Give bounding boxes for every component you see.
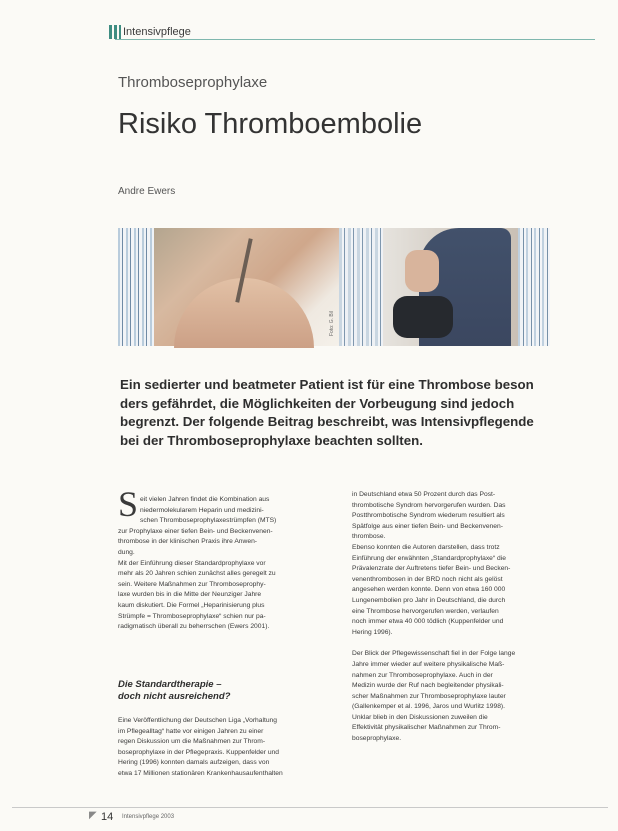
body-line: Postthrombotische Syndrom wiederum resultiert als bbox=[352, 512, 505, 520]
footer-divider bbox=[12, 807, 608, 808]
body-line: Hering 1996). bbox=[352, 628, 393, 636]
article-title: Risiko Thromboembolie bbox=[118, 108, 423, 140]
article-kicker: Thromboseprophylaxe bbox=[118, 74, 268, 91]
body-line: Effektivität physikalischer Maßnahmen zur Throm- bbox=[352, 724, 501, 732]
body-line: Prävalenzrate der Auftretens tiefer Bein- und Becken- bbox=[352, 565, 511, 573]
body-line: thrombotische Syndrom hervorgerufen wurden. Das bbox=[352, 501, 506, 509]
page-number: 14 bbox=[101, 811, 114, 823]
body-line: Unklar blieb in den Diskussionen zuweilen die bbox=[352, 713, 488, 721]
subheading-line: doch nicht ausreichend? bbox=[118, 691, 231, 702]
body-line: Strümpfe = Thromboseprophylaxe“ schien nur pa- bbox=[118, 612, 266, 620]
body-line: laxe wurden bis in die Mitte der Neunziger Jahre bbox=[118, 591, 262, 599]
body-line: im Pflegealltag“ hatte vor einigen Jahren zu einer bbox=[118, 727, 264, 735]
section-header bbox=[0, 19, 618, 45]
lead-line: bei der Thromboseprophylaxe beachten sollten. bbox=[120, 432, 423, 448]
body-line: thrombose. bbox=[352, 533, 386, 541]
image-credit: Foto: G. Bil bbox=[329, 310, 335, 336]
body-line: Ebenso konnten die Autoren darstellen, dass trotz bbox=[352, 543, 500, 551]
body-line: mehr als 20 Jahren schien zunächst alles geregelt zu bbox=[118, 570, 276, 578]
body-line: Spätfolge aus einer tiefen Bein- und Beckenvenen- bbox=[352, 522, 503, 530]
header-stripe bbox=[109, 25, 112, 39]
body-line: nahmen zur Thromboseprophylaxe. Auch in der bbox=[352, 671, 493, 679]
decorative-bars-middle bbox=[339, 228, 383, 346]
body-line: (Gallenkemper et al. 1996, Jaros und Wurlitz 1998). bbox=[352, 703, 506, 711]
body-line: boseprophylaxe in der Pflegepraxis. Kuppenfelder und bbox=[118, 748, 279, 756]
body-line: regen Diskussion um die Maßnahmen zur Throm- bbox=[118, 738, 266, 746]
section-subheading bbox=[118, 679, 230, 703]
body-line: in Deutschland etwa 50 Prozent durch das Post- bbox=[352, 491, 496, 498]
body-line: Mit der Einführung dieser Standardprophylaxe vor bbox=[118, 559, 266, 567]
body-line: venenthrombosen in der BRD noch nicht als gelöst bbox=[352, 575, 503, 583]
compression-stocking-photo bbox=[383, 228, 518, 346]
body-line: etwa 17 Millionen stationären Krankenhausaufenthalten bbox=[118, 769, 283, 777]
header-divider bbox=[115, 39, 595, 40]
body-line: niedermolekularem Heparin und medizini- bbox=[140, 506, 264, 514]
body-line: sein. Weitere Maßnahmen zur Thromboseprophy- bbox=[118, 580, 266, 588]
header-stripe bbox=[114, 25, 117, 39]
lead-line: begrenzt. Der folgende Beitrag beschreibt, was Intensivpflegende bbox=[120, 414, 534, 429]
stocking-shape bbox=[393, 296, 453, 338]
body-line: Einführung der erwähnten „Standardprophylaxe“ die bbox=[352, 554, 506, 562]
article-author: Andre Ewers bbox=[118, 186, 176, 197]
body-line: Medizin wurde der Ruf nach begleitender physikali- bbox=[352, 682, 504, 690]
body-line: radigmatisch überall zu beherrschen (Ewers 2001). bbox=[118, 623, 270, 631]
body-line: zur Prophylaxe einer tiefen Bein- und Beckenvenen- bbox=[118, 527, 273, 535]
paragraph-gap bbox=[352, 638, 574, 649]
body-column-right bbox=[352, 490, 574, 745]
body-line: scher Maßnahmen zur Thromboseprophylaxe lauter bbox=[352, 692, 506, 700]
body-line: eit vielen Jahren findet die Kombination aus bbox=[140, 496, 270, 503]
body-line: eine Thrombose hervorgerufen werden, verlaufen bbox=[352, 607, 499, 615]
body-line: angesehen werden konnte. Denn von etwa 160 000 bbox=[352, 586, 506, 594]
decorative-bars-left bbox=[118, 228, 154, 346]
body-line: Hering (1996) konnten damals aufzeigen, dass von bbox=[118, 759, 270, 767]
body-line: schen Thromboseprophylaxestrümpfen (MTS) bbox=[140, 517, 277, 525]
injection-photo bbox=[154, 228, 339, 346]
section-label: Intensivpflege bbox=[123, 26, 191, 38]
patient-arm-shape bbox=[174, 278, 314, 348]
decorative-bars-right bbox=[518, 228, 550, 346]
body-line: thrombose in der klinischen Praxis ihre Anwen- bbox=[118, 538, 258, 546]
journal-name: Intensivpflege 2003 bbox=[122, 814, 175, 820]
hand-shape bbox=[405, 250, 439, 292]
subheading-line: Die Standardtherapie – bbox=[118, 679, 222, 690]
body-line: Der Blick der Pflegewissenschaft fiel in der Folge lange bbox=[352, 650, 516, 658]
body-line: dung. bbox=[118, 548, 135, 556]
body-line: noch immer etwa 40 000 tödlich (Kuppenfelder und bbox=[352, 618, 504, 626]
body-line: kaum diskutiert. Die Formel „Heparinisierung plus bbox=[118, 601, 265, 609]
page-corner-icon: ◤ bbox=[89, 810, 97, 821]
body-column-left bbox=[118, 495, 336, 633]
drop-cap: S bbox=[118, 484, 139, 524]
lead-line: Ein sedierter und beatmeter Patient ist für eine Thrombose beson bbox=[120, 377, 534, 392]
body-line: Lungenembolien pro Jahr in Deutschland, die durch bbox=[352, 596, 506, 604]
body-column-left-continued bbox=[118, 716, 336, 780]
body-line: Eine Veröffentlichung der Deutschen Liga „Vorhaltung bbox=[118, 717, 277, 724]
header-stripe bbox=[119, 25, 121, 39]
body-line: boseprophylaxe. bbox=[352, 735, 402, 743]
lead-paragraph bbox=[120, 376, 550, 450]
lead-line: ders gefährdet, die Möglichkeiten der Vorbeugung sind jedoch bbox=[120, 395, 515, 411]
body-line: Jahre immer wieder auf weitere physikalische Maß- bbox=[352, 660, 505, 668]
article-image-strip bbox=[118, 228, 550, 346]
